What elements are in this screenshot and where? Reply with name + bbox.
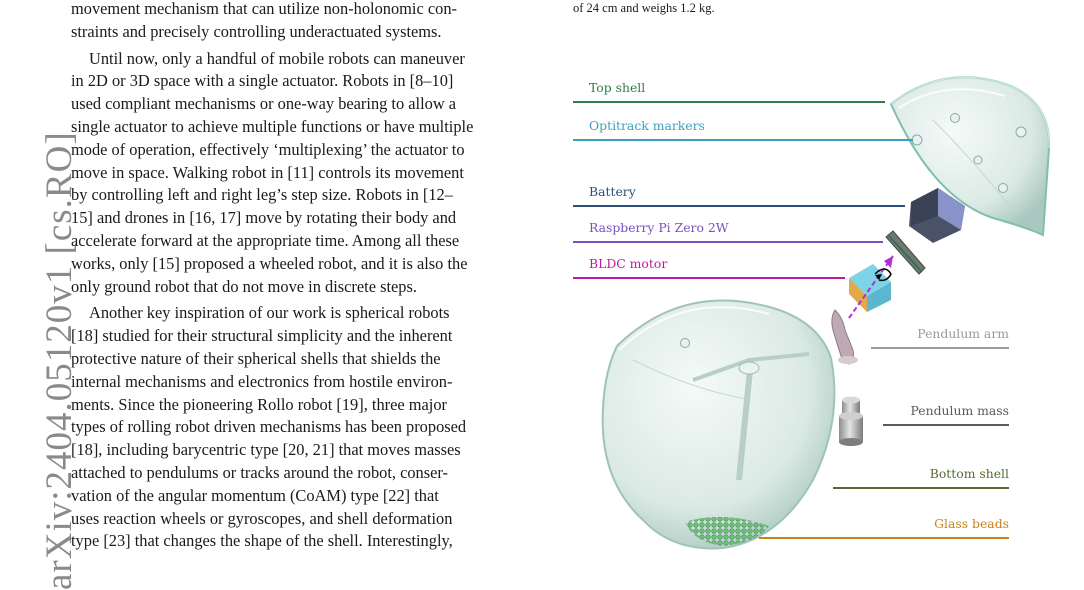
label-pendulum-mass: Pendulum mass bbox=[910, 403, 1009, 418]
arxiv-identifier: arXiv:2404.05120v1 [cs.RO] bbox=[39, 131, 80, 590]
paragraph-line: [18], including barycentric type [20, 21] that moves masses bbox=[71, 440, 461, 460]
label-optitrack-markers: Optitrack markers bbox=[589, 118, 705, 133]
paragraph-line: in 2D or 3D space with a single actuator. Robots in [8–10] bbox=[71, 71, 454, 91]
raspberry-pi-shape bbox=[886, 231, 925, 274]
label-top-shell: Top shell bbox=[589, 80, 646, 95]
pendulum-arm-shape bbox=[832, 310, 858, 364]
paragraph-line: types of rolling robot driven mechanisms has been proposed bbox=[71, 417, 467, 437]
label-pendulum-arm: Pendulum arm bbox=[917, 326, 1009, 341]
paragraph-line: vation of the angular momentum (CoAM) type [22] that bbox=[71, 485, 439, 505]
label-raspberry-pi: Raspberry Pi Zero 2W bbox=[589, 220, 729, 235]
paragraph-line: move in space. Walking robot in [11] controls its movement bbox=[71, 162, 464, 182]
paragraph-line: 15] and drones in [16, 17] move by rotating their body and bbox=[71, 208, 457, 228]
paragraph-spherical bbox=[71, 302, 549, 553]
exploded-view-figure bbox=[573, 60, 1053, 576]
paragraph-line: only ground robot that do not move in discrete steps. bbox=[71, 276, 417, 296]
paragraph-line: internal mechanisms and electronics from hostile environ- bbox=[71, 371, 453, 391]
paragraph-line: [18] studied for their structural simplicity and the inherent bbox=[71, 326, 453, 346]
paragraph-intro bbox=[71, 0, 549, 44]
paragraph-line: accelerate forward at the appropriate time. Among all these bbox=[71, 230, 460, 250]
paragraph-line: movement mechanism that can utilize non-holonomic con- bbox=[71, 0, 457, 18]
paragraph-line: single actuator to achieve multiple functions or have multiple bbox=[71, 116, 474, 136]
paragraph-line: works, only [15] proposed a wheeled robot, and it is also the bbox=[71, 253, 468, 273]
exploded-view-illustration bbox=[573, 60, 1053, 576]
label-bldc-motor: BLDC motor bbox=[589, 256, 668, 271]
paragraph-line: type [23] that changes the shape of the shell. Interestingly, bbox=[71, 531, 453, 551]
label-glass-beads: Glass beads bbox=[934, 516, 1009, 531]
paragraph-line: by controlling left and right leg’s step size. Robots in [12– bbox=[71, 185, 453, 205]
paragraph-line: ments. Since the pioneering Rollo robot [19], three major bbox=[71, 394, 447, 414]
figure-caption: of 24 cm and weighs 1.2 kg. bbox=[573, 1, 715, 15]
body-text-column bbox=[71, 0, 549, 553]
bldc-motor-shape bbox=[849, 256, 893, 318]
paragraph-line: Another key inspiration of our work is spherical robots bbox=[89, 303, 450, 323]
label-bottom-shell: Bottom shell bbox=[929, 466, 1009, 481]
paragraph-line: used compliant mechanisms or one-way bearing to allow a bbox=[71, 94, 457, 114]
pendulum-mass-shape bbox=[839, 397, 863, 447]
paragraph-line: protective nature of their spherical shells that shields the bbox=[71, 348, 441, 368]
paragraph-line: straints and precisely controlling underactuated systems. bbox=[71, 21, 442, 41]
paragraph-line: attached to pendulums or tracks around the robot, conser- bbox=[71, 462, 448, 482]
arxiv-sidebar bbox=[0, 0, 80, 590]
paragraph-line: Until now, only a handful of mobile robots can maneuver bbox=[89, 48, 465, 68]
bottom-shell-shape bbox=[603, 300, 835, 548]
label-battery: Battery bbox=[589, 184, 636, 199]
paragraph-robots bbox=[71, 48, 549, 299]
paragraph-line: mode of operation, effectively ‘multiplexing’ the actuator to bbox=[71, 139, 465, 159]
paragraph-line: uses reaction wheels or gyroscopes, and shell deformation bbox=[71, 508, 453, 528]
